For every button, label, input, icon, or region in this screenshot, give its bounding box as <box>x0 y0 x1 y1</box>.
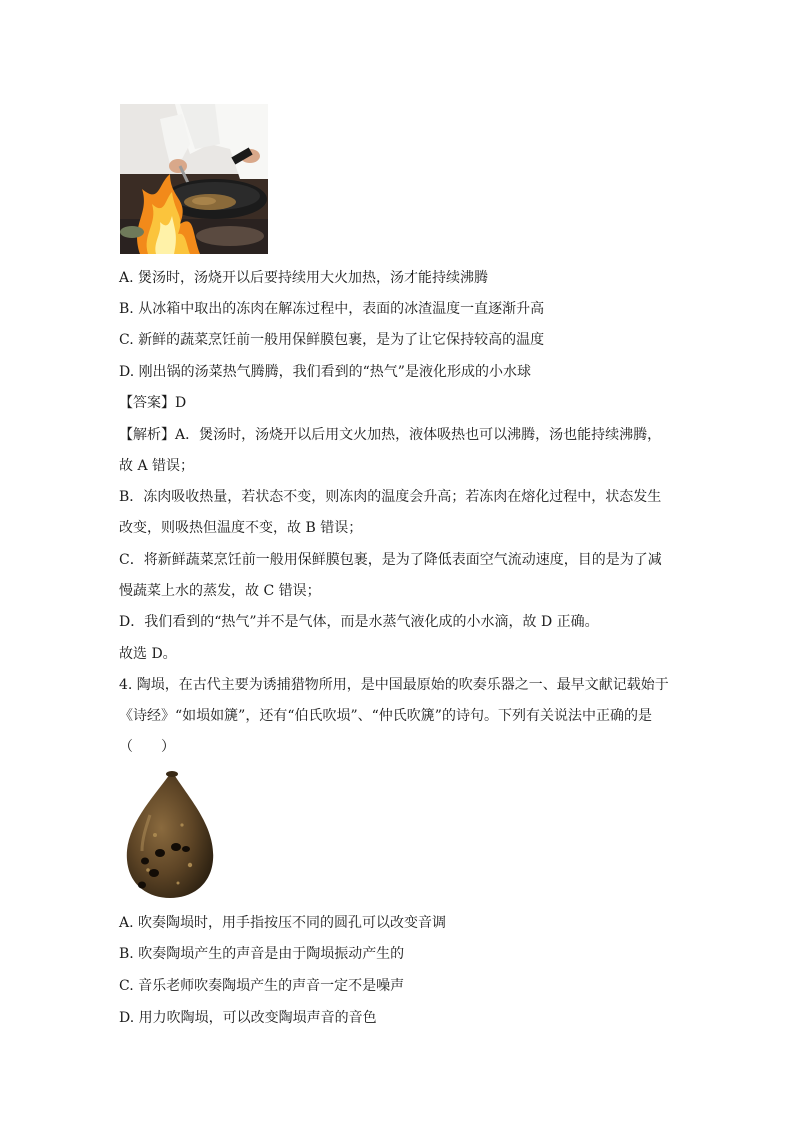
q3-analysis-line-5: C．将新鲜蔬菜烹饪前一般用保鲜膜包裹，是为了降低表面空气流动速度，目的是为了减 <box>119 552 662 568</box>
xun-ocarina-photo <box>120 765 220 900</box>
q4-stem-line-1: 4. 陶埙，在古代主要为诱捕猎物所用，是中国最原始的吹奏乐器之一、最早文献记载始于 <box>119 677 669 693</box>
q4-option-d: D. 用力吹陶埙，可以改变陶埙声音的音色 <box>119 1010 377 1026</box>
q3-answer: 【答案】D <box>119 395 187 411</box>
q3-analysis-line-6: 慢蔬菜上水的蒸发，故 C 错误； <box>119 583 321 599</box>
q4-option-b: B. 吹奏陶埙产生的声音是由于陶埙振动产生的 <box>119 946 405 962</box>
q3-option-c: C. 新鲜的蔬菜烹饪前一般用保鲜膜包裹，是为了让它保持较高的温度 <box>119 332 545 348</box>
q3-option-b: B. 从冰箱中取出的冻肉在解冻过程中，表面的冰渣温度一直逐渐升高 <box>119 301 545 317</box>
q3-option-d: D. 刚出锅的汤菜热气腾腾，我们看到的“热气”是液化形成的小水球 <box>119 364 531 380</box>
q3-analysis-line-1: 【解析】A．煲汤时，汤烧开以后用文火加热，液体吸热也可以沸腾，汤也能持续沸腾， <box>119 427 662 443</box>
q3-analysis-line-2: 故 A 错误； <box>119 458 195 474</box>
q4-option-c: C. 音乐老师吹奏陶埙产生的声音一定不是噪声 <box>119 978 405 994</box>
q3-analysis-line-8: 故选 D。 <box>119 646 177 662</box>
q3-option-a: A. 煲汤时，汤烧开以后要持续用大火加热，汤才能持续沸腾 <box>119 270 489 286</box>
chef-wok-photo <box>120 104 268 254</box>
q3-analysis-line-4: 改变，则吸热但温度不变，故 B 错误； <box>119 520 363 536</box>
q3-analysis-line-3: B．冻肉吸收热量，若状态不变，则冻肉的温度会升高；若冻肉在熔化过程中，状态发生 <box>119 489 662 505</box>
q4-stem-line-3: （ ） <box>119 739 175 755</box>
q4-option-a: A. 吹奏陶埙时，用手指按压不同的圆孔可以改变音调 <box>119 915 447 931</box>
q4-stem-line-2: 《诗经》“如埙如篪”，还有“伯氏吹埙”、“仲氏吹篪”的诗句。下列有关说法中正确的是 <box>119 708 652 724</box>
q3-analysis-line-7: D．我们看到的“热气”并不是气体，而是水蒸气液化成的小水滴，故 D 正确。 <box>119 614 599 630</box>
